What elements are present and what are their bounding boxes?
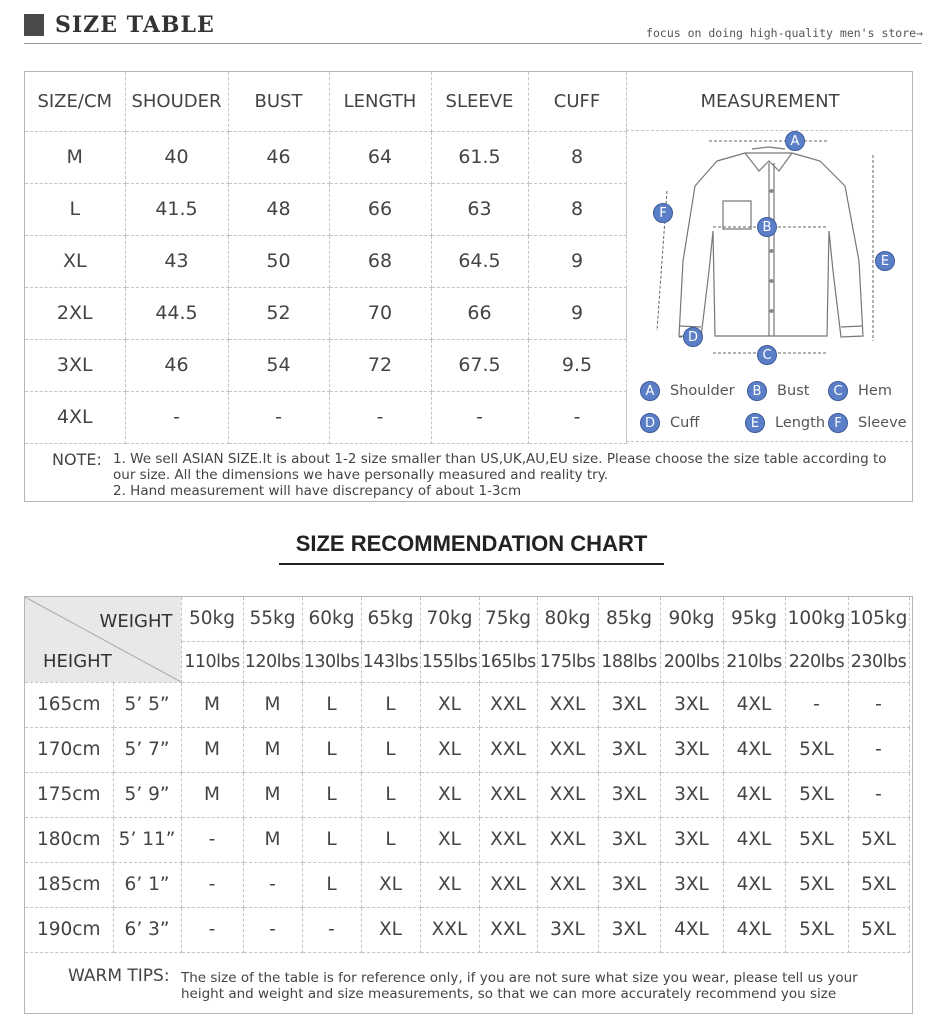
weight-lbs-cell: 220lbs xyxy=(785,641,848,682)
legend-label: Bust xyxy=(777,383,810,399)
size-value-cell: 61.5 xyxy=(431,131,528,183)
height-ft-cell: 5’ 9” xyxy=(113,772,181,817)
weight-lbs-cell: 230lbs xyxy=(848,641,909,682)
weight-lbs-cell: 155lbs xyxy=(420,641,479,682)
weight-kg-cell: 90kg xyxy=(660,597,723,641)
weight-kg-cell: 85kg xyxy=(598,597,660,641)
tips-text: The size of the table is for reference only, if you are not sure what size you wear, please tell us your height and weight and size measurements, so that we can more accurately recommend you size xyxy=(181,970,858,1002)
header-square-icon xyxy=(24,14,44,36)
marker-d-icon: D xyxy=(683,327,703,347)
size-value-cell: 9 xyxy=(528,287,626,339)
height-ft-cell: 6’ 1” xyxy=(113,862,181,907)
height-label: HEIGHT xyxy=(43,650,112,672)
marker-a-icon: A xyxy=(785,131,805,151)
size-value-cell: 40 xyxy=(125,131,228,183)
weight-kg-row xyxy=(25,597,909,641)
recommended-size-cell: 4XL xyxy=(723,817,785,862)
measurement-header: MEASUREMENT xyxy=(626,72,913,131)
marker-f-icon: F xyxy=(653,203,673,223)
recommended-size-cell: - xyxy=(243,907,302,952)
legend-item-length xyxy=(745,413,825,433)
height-row xyxy=(25,817,909,862)
shirt-diagram xyxy=(627,131,914,371)
legend-e-icon: E xyxy=(745,413,765,433)
size-value-cell: 64.5 xyxy=(431,235,528,287)
weight-kg-cell: 50kg xyxy=(181,597,243,641)
weight-lbs-cell: 120lbs xyxy=(243,641,302,682)
recommended-size-cell: XXL xyxy=(420,907,479,952)
recommendation-title: SIZE RECOMMENDATION CHART xyxy=(295,531,648,556)
marker-c-icon: C xyxy=(757,345,777,365)
tips-label: WARM TIPS: xyxy=(68,966,170,986)
recommended-size-cell: 3XL xyxy=(598,817,660,862)
warm-tips xyxy=(25,954,913,1014)
height-cm-cell: 185cm xyxy=(25,862,113,907)
legend-f-icon: F xyxy=(828,413,848,433)
size-value-cell: 68 xyxy=(329,235,431,287)
recommended-size-cell: L xyxy=(361,727,420,772)
legend-c-icon: C xyxy=(828,381,848,401)
size-value-cell: - xyxy=(228,391,329,443)
size-value-cell: - xyxy=(431,391,528,443)
column-header: SHOUDER xyxy=(125,72,228,131)
recommended-size-cell: 3XL xyxy=(660,862,723,907)
recommended-size-cell: 5XL xyxy=(785,907,848,952)
height-row xyxy=(25,772,909,817)
size-label-cell: M xyxy=(25,131,125,183)
shirt-outline xyxy=(679,147,863,337)
height-cm-cell: 180cm xyxy=(25,817,113,862)
height-cm-cell: 175cm xyxy=(25,772,113,817)
recommended-size-cell: M xyxy=(181,727,243,772)
recommended-size-cell: 5XL xyxy=(848,907,909,952)
weight-kg-cell: 95kg xyxy=(723,597,785,641)
legend-a-icon: A xyxy=(640,381,660,401)
recommendation-title-underline xyxy=(279,563,664,565)
measure-lines xyxy=(657,141,873,353)
recommended-size-cell: XL xyxy=(420,772,479,817)
legend-d-icon: D xyxy=(640,413,660,433)
recommended-size-cell: L xyxy=(361,817,420,862)
recommended-size-cell: 3XL xyxy=(598,772,660,817)
recommended-size-cell: - xyxy=(181,817,243,862)
marker-e-icon: E xyxy=(875,251,895,271)
column-header: LENGTH xyxy=(329,72,431,131)
size-value-cell: 64 xyxy=(329,131,431,183)
store-tagline: focus on doing high-quality men's store→ xyxy=(646,26,923,40)
size-value-cell: - xyxy=(329,391,431,443)
size-label-cell: XL xyxy=(25,235,125,287)
recommended-size-cell: 4XL xyxy=(723,862,785,907)
height-ft-cell: 5’ 5” xyxy=(113,682,181,727)
size-value-cell: 9.5 xyxy=(528,339,626,391)
recommended-size-cell: 3XL xyxy=(660,772,723,817)
recommended-size-cell: M xyxy=(243,817,302,862)
recommended-size-cell: 4XL xyxy=(723,772,785,817)
recommended-size-cell: 5XL xyxy=(848,862,909,907)
legend-item-bust xyxy=(747,381,809,401)
recommended-size-cell: XL xyxy=(420,682,479,727)
legend-item-shoulder xyxy=(640,381,735,401)
recommended-size-cell: L xyxy=(361,772,420,817)
weight-lbs-cell: 143lbs xyxy=(361,641,420,682)
recommended-size-cell: XXL xyxy=(479,907,537,952)
legend-b-icon: B xyxy=(747,381,767,401)
recommendation-table xyxy=(25,597,910,953)
recommended-size-cell: 3XL xyxy=(598,727,660,772)
recommended-size-cell: - xyxy=(848,772,909,817)
buttons xyxy=(770,189,774,313)
size-value-cell: 48 xyxy=(228,183,329,235)
weight-lbs-cell: 165lbs xyxy=(479,641,537,682)
weight-kg-cell: 100kg xyxy=(785,597,848,641)
recommended-size-cell: XL xyxy=(361,907,420,952)
legend-item-sleeve xyxy=(828,413,907,433)
recommended-size-cell: - xyxy=(848,727,909,772)
size-row xyxy=(25,235,626,287)
recommended-size-cell: M xyxy=(243,772,302,817)
size-table xyxy=(25,72,627,444)
height-ft-cell: 5’ 11” xyxy=(113,817,181,862)
size-value-cell: 72 xyxy=(329,339,431,391)
weight-kg-cell: 105kg xyxy=(848,597,909,641)
recommended-size-cell: M xyxy=(243,727,302,772)
size-value-cell: - xyxy=(125,391,228,443)
column-header: CUFF xyxy=(528,72,626,131)
legend-label: Sleeve xyxy=(858,415,907,431)
size-value-cell: 44.5 xyxy=(125,287,228,339)
recommended-size-cell: 3XL xyxy=(660,682,723,727)
note-line: 1. We sell ASIAN SIZE.It is about 1-2 size smaller than US,UK,AU,EU size. Please choose the size table according to our size. All the dimensions we have personally measured and reality try. xyxy=(113,451,887,483)
recommended-size-cell: XXL xyxy=(479,682,537,727)
recommended-size-cell: L xyxy=(302,682,361,727)
weight-lbs-cell: 175lbs xyxy=(537,641,598,682)
header-divider xyxy=(24,43,922,44)
size-value-cell: 66 xyxy=(329,183,431,235)
recommended-size-cell: - xyxy=(302,907,361,952)
marker-b-icon: B xyxy=(757,217,777,237)
weight-kg-cell: 70kg xyxy=(420,597,479,641)
recommended-size-cell: 5XL xyxy=(848,817,909,862)
size-value-cell: 46 xyxy=(228,131,329,183)
weight-kg-cell: 65kg xyxy=(361,597,420,641)
measurement-diagram xyxy=(626,131,913,442)
legend-label: Shoulder xyxy=(670,383,735,399)
size-row xyxy=(25,183,626,235)
size-row xyxy=(25,287,626,339)
weight-lbs-cell: 188lbs xyxy=(598,641,660,682)
size-row xyxy=(25,391,626,443)
legend-item-hem xyxy=(828,381,892,401)
recommended-size-cell: XXL xyxy=(537,772,598,817)
recommended-size-cell: XXL xyxy=(537,862,598,907)
recommended-size-cell: XL xyxy=(420,817,479,862)
size-value-cell: 54 xyxy=(228,339,329,391)
size-note xyxy=(25,442,913,502)
column-header: SLEEVE xyxy=(431,72,528,131)
size-value-cell: 66 xyxy=(431,287,528,339)
size-value-cell: 41.5 xyxy=(125,183,228,235)
size-label-cell: L xyxy=(25,183,125,235)
recommended-size-cell: 4XL xyxy=(723,907,785,952)
column-header: SIZE/CM xyxy=(25,72,125,131)
recommended-size-cell: 3XL xyxy=(598,907,660,952)
legend-item-cuff xyxy=(640,413,699,433)
weight-height-corner xyxy=(25,597,181,682)
weight-kg-cell: 55kg xyxy=(243,597,302,641)
height-row xyxy=(25,907,909,952)
recommended-size-cell: 4XL xyxy=(723,727,785,772)
size-label-cell: 3XL xyxy=(25,339,125,391)
recommended-size-cell: M xyxy=(181,682,243,727)
recommended-size-cell: 3XL xyxy=(660,727,723,772)
recommended-size-cell: 3XL xyxy=(598,862,660,907)
recommended-size-cell: L xyxy=(361,682,420,727)
recommended-size-cell: 5XL xyxy=(785,817,848,862)
recommended-size-cell: 5XL xyxy=(785,772,848,817)
note-text xyxy=(113,451,903,499)
recommended-size-cell: XXL xyxy=(537,682,598,727)
recommended-size-cell: 5XL xyxy=(785,862,848,907)
recommended-size-cell: - xyxy=(181,862,243,907)
recommended-size-cell: - xyxy=(785,682,848,727)
size-label-cell: 4XL xyxy=(25,391,125,443)
recommended-size-cell: XXL xyxy=(479,862,537,907)
note-label: NOTE: xyxy=(52,450,102,469)
size-table-header-row xyxy=(25,72,626,131)
weight-label: WEIGHT xyxy=(99,611,173,632)
weight-kg-cell: 80kg xyxy=(537,597,598,641)
size-value-cell: 70 xyxy=(329,287,431,339)
weight-kg-cell: 60kg xyxy=(302,597,361,641)
column-header: BUST xyxy=(228,72,329,131)
size-value-cell: 8 xyxy=(528,131,626,183)
size-label-cell: 2XL xyxy=(25,287,125,339)
size-table-panel xyxy=(24,71,913,502)
recommended-size-cell: L xyxy=(302,862,361,907)
recommended-size-cell: L xyxy=(302,727,361,772)
legend-label: Hem xyxy=(858,383,892,399)
recommended-size-cell: XXL xyxy=(479,727,537,772)
note-line: 2. Hand measurement will have discrepancy of about 1-3cm xyxy=(113,483,522,499)
legend-label: Length xyxy=(775,415,826,431)
weight-lbs-cell: 110lbs xyxy=(181,641,243,682)
recommended-size-cell: 3XL xyxy=(537,907,598,952)
recommended-size-cell: XXL xyxy=(479,772,537,817)
weight-kg-cell: 75kg xyxy=(479,597,537,641)
recommended-size-cell: L xyxy=(302,817,361,862)
recommended-size-cell: - xyxy=(243,862,302,907)
recommended-size-cell: XXL xyxy=(479,817,537,862)
size-value-cell: 8 xyxy=(528,183,626,235)
height-row xyxy=(25,862,909,907)
recommended-size-cell: 3XL xyxy=(660,817,723,862)
size-value-cell: 63 xyxy=(431,183,528,235)
recommended-size-cell: 4XL xyxy=(660,907,723,952)
recommended-size-cell: 4XL xyxy=(723,682,785,727)
weight-lbs-cell: 210lbs xyxy=(723,641,785,682)
size-value-cell: 52 xyxy=(228,287,329,339)
recommended-size-cell: XL xyxy=(420,727,479,772)
recommended-size-cell: L xyxy=(302,772,361,817)
recommended-size-cell: - xyxy=(848,682,909,727)
recommended-size-cell: M xyxy=(181,772,243,817)
size-value-cell: 43 xyxy=(125,235,228,287)
recommended-size-cell: M xyxy=(243,682,302,727)
recommended-size-cell: XXL xyxy=(537,727,598,772)
height-cm-cell: 190cm xyxy=(25,907,113,952)
size-row xyxy=(25,131,626,183)
height-row xyxy=(25,682,909,727)
recommended-size-cell: 3XL xyxy=(598,682,660,727)
recommended-size-cell: 5XL xyxy=(785,727,848,772)
weight-lbs-cell: 200lbs xyxy=(660,641,723,682)
height-cm-cell: 170cm xyxy=(25,727,113,772)
size-value-cell: 67.5 xyxy=(431,339,528,391)
weight-lbs-cell: 130lbs xyxy=(302,641,361,682)
size-value-cell: 50 xyxy=(228,235,329,287)
height-row xyxy=(25,727,909,772)
page-title: SIZE TABLE xyxy=(55,12,215,38)
size-row xyxy=(25,339,626,391)
recommendation-panel xyxy=(24,596,913,1014)
height-ft-cell: 5’ 7” xyxy=(113,727,181,772)
size-value-cell: 9 xyxy=(528,235,626,287)
recommended-size-cell: XXL xyxy=(537,817,598,862)
height-ft-cell: 6’ 3” xyxy=(113,907,181,952)
recommended-size-cell: XL xyxy=(361,862,420,907)
recommended-size-cell: XL xyxy=(420,862,479,907)
size-value-cell: 46 xyxy=(125,339,228,391)
height-cm-cell: 165cm xyxy=(25,682,113,727)
size-value-cell: - xyxy=(528,391,626,443)
legend-label: Cuff xyxy=(670,415,700,431)
recommended-size-cell: - xyxy=(181,907,243,952)
